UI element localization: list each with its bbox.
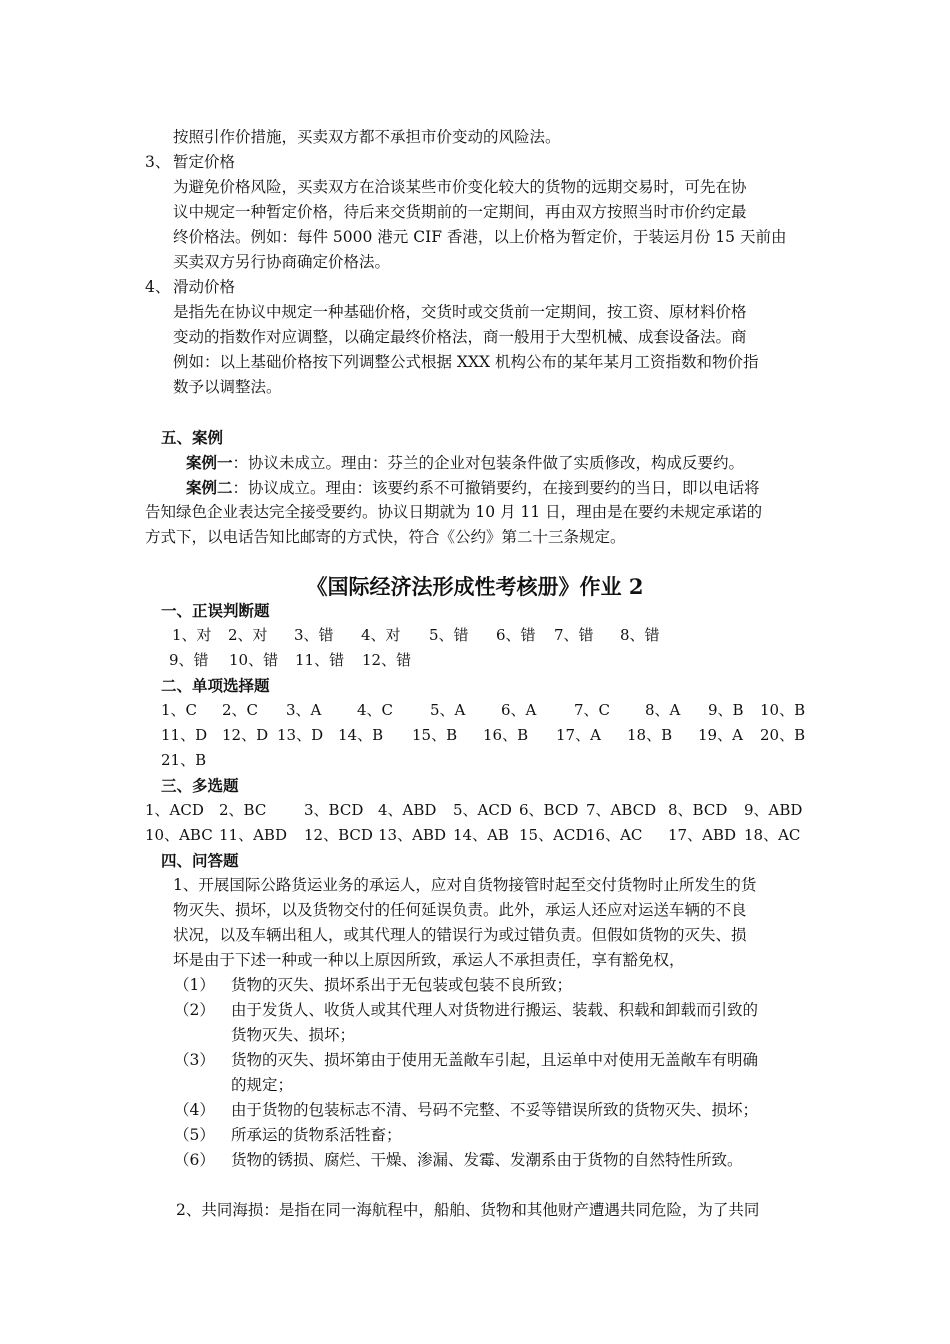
paragraph-line: 变动的指数作对应调整，以确定最终价格法，商一般用于大型机械、成套设备法。商 <box>173 328 747 346</box>
item-title: 暂定价格 <box>173 153 236 171</box>
answer-item: 21、B <box>161 751 207 769</box>
answer-item: 4、ABD <box>378 801 437 819</box>
answer-item: 3、BCD <box>304 801 364 819</box>
answer-item: 6、错 <box>496 626 536 644</box>
answer-item: 9、ABD <box>744 801 803 819</box>
answer-item: 11、D <box>161 726 208 744</box>
paragraph-line: 为避免价格风险，买卖双方在洽谈某些市价变化较大的货物的远期交易时，可先在协 <box>173 178 747 196</box>
answer-item: 16、B <box>483 726 529 744</box>
sub-item-number: （2） <box>174 1001 215 1019</box>
answer-item: 6、BCD <box>519 801 579 819</box>
paragraph-line: 是指先在协议中规定一种基础价格，交货时或交货前一定期间，按工资、原材料价格 <box>173 303 747 321</box>
answer-item: 12、D <box>222 726 269 744</box>
answer-item: 7、C <box>574 701 611 719</box>
answer-item: 2、C <box>222 701 259 719</box>
answer-item: 9、B <box>708 701 744 719</box>
item-number: 4、 <box>145 278 171 296</box>
sub-item-line: 所承运的货物系活牲畜； <box>231 1126 402 1144</box>
paragraph-line: 买卖双方另行协商确定价格法。 <box>173 253 391 271</box>
sub-item-line: 由于货物的包装标志不清、号码不完整、不妥等错误所致的货物灭失、损坏； <box>231 1101 759 1119</box>
answer-item: 9、错 <box>169 651 209 669</box>
answer-item: 10、B <box>760 701 806 719</box>
answer-item: 5、A <box>430 701 466 719</box>
answer-item: 10、错 <box>229 651 279 669</box>
answer-row <box>0 648 950 673</box>
section-heading-qa: 四、问答题 <box>161 851 239 870</box>
sub-item-number: （3） <box>174 1051 215 1069</box>
answer-item: 5、错 <box>429 626 469 644</box>
answer-item: 1、对 <box>172 626 212 644</box>
paragraph-line: 例如：以上基础价格按下列调整公式根据 XXX 机构公布的某年某月工资指数和物价指 <box>173 353 759 371</box>
answer-item: 11、错 <box>295 651 345 669</box>
sub-item-line: 货物的锈损、腐烂、干燥、渗漏、发霉、发潮系由于货物的自然特性所致。 <box>231 1151 743 1169</box>
answer-item: 5、ACD <box>453 801 512 819</box>
answer-item: 2、BC <box>219 801 267 819</box>
case-one-label: 案例一 <box>186 453 233 472</box>
answer-item: 18、AC <box>744 826 801 844</box>
case-two <box>186 475 760 501</box>
sub-item-line: 的规定； <box>231 1076 294 1094</box>
answer-item: 17、A <box>556 726 601 744</box>
section-heading-cases: 五、案例 <box>161 428 224 447</box>
paragraph-line: 终价格法。例如：每件 5000 港元 CIF 香港，以上价格为暂定价，于装运月份 15 天前由 <box>173 228 787 246</box>
paragraph-line: 坏是由于下述一种或一种以上原因所致，承运人不承担责任，享有豁免权， <box>173 951 685 969</box>
paragraph-line: 数予以调整法。 <box>173 378 282 396</box>
answer-item: 3、错 <box>294 626 334 644</box>
paragraph-line: 状况，以及车辆出租人，或其代理人的错误行为或过错负责。但假如货物的灭失、损 <box>173 926 747 944</box>
answer-item: 3、A <box>286 701 322 719</box>
section-heading-true-false: 一、正误判断题 <box>161 601 270 620</box>
answer-item: 8、错 <box>620 626 660 644</box>
document-title: 《国际经济法形成性考核册》作业 2 <box>306 574 644 599</box>
sub-item-line: 货物灭失、损坏； <box>231 1026 356 1044</box>
paragraph-line: 告知绿色企业表达完全接受要约。协议日期就为 10 月 11 日，理由是在要约未规定承诺的 <box>145 503 763 521</box>
answer-row <box>0 623 950 648</box>
answer-item: 12、BCD <box>304 826 373 844</box>
answer-item: 8、A <box>645 701 681 719</box>
answer-item: 13、ABD <box>378 826 446 844</box>
answer-item: 16、AC <box>586 826 643 844</box>
sub-item-line: 由于发货人、收货人或其代理人对货物进行搬运、装载、积载和卸载而引致的 <box>231 1001 759 1019</box>
paragraph-line: 2、共同海损：是指在同一海航程中，船舶、货物和其他财产遭遇共同危险，为了共同 <box>176 1201 760 1219</box>
answer-item: 2、对 <box>228 626 268 644</box>
answer-item: 15、B <box>412 726 458 744</box>
section-heading-single-choice: 二、单项选择题 <box>161 676 270 695</box>
sub-item-number: （5） <box>174 1126 215 1144</box>
sub-item-number: （1） <box>174 976 215 994</box>
sub-item-number: （6） <box>174 1151 215 1169</box>
answer-item: 13、D <box>277 726 324 744</box>
case-two-text: ：协议成立。理由：该要约系不可撤销要约，在接到要约的当日，即以电话将 <box>232 479 760 497</box>
answer-row <box>0 823 950 848</box>
sub-item-number: （4） <box>174 1101 215 1119</box>
answer-item: 6、A <box>501 701 537 719</box>
answer-item: 18、B <box>627 726 673 744</box>
answer-item: 8、BCD <box>668 801 728 819</box>
answer-item: 14、B <box>338 726 384 744</box>
answer-item: 17、ABD <box>668 826 736 844</box>
item-number: 3、 <box>145 153 171 171</box>
sub-item-line: 货物的灭失、损坏第由于使用无盖敞车引起，且运单中对使用无盖敞车有明确 <box>231 1051 759 1069</box>
answer-item: 12、错 <box>362 651 412 669</box>
answer-row <box>0 723 950 748</box>
answer-row <box>0 798 950 823</box>
paragraph-line: 物灭失、损坏，以及货物交付的任何延误负责。此外，承运人还应对运送车辆的不良 <box>173 901 747 919</box>
answer-item: 4、对 <box>361 626 401 644</box>
answer-item: 10、ABC <box>145 826 213 844</box>
paragraph-line: 1、开展国际公路货运业务的承运人，应对自货物接管时起至交付货物时止所发生的货 <box>173 876 757 894</box>
answer-item: 20、B <box>760 726 806 744</box>
answer-item: 7、ABCD <box>586 801 657 819</box>
answer-item: 7、错 <box>554 626 594 644</box>
paragraph-line: 按照引作价措施，买卖双方都不承担市价变动的风险法。 <box>173 128 561 146</box>
case-one <box>186 450 744 476</box>
answer-item: 1、C <box>161 701 198 719</box>
answer-item: 4、C <box>357 701 394 719</box>
case-one-text: ：协议未成立。理由：芬兰的企业对包装条件做了实质修改，构成反要约。 <box>232 454 745 472</box>
answer-item: 19、A <box>698 726 743 744</box>
answer-row <box>0 748 950 773</box>
paragraph-line: 议中规定一种暂定价格，待后来交货期前的一定期间，再由双方按照当时市价约定最 <box>173 203 747 221</box>
item-title: 滑动价格 <box>173 278 236 296</box>
paragraph-line: 方式下，以电话告知比邮寄的方式快，符合《公约》第二十三条规定。 <box>145 528 626 546</box>
answer-item: 14、AB <box>453 826 509 844</box>
answer-item: 1、ACD <box>145 801 204 819</box>
answer-item: 15、ACD <box>519 826 588 844</box>
answer-row <box>0 698 950 723</box>
case-two-label: 案例二 <box>186 478 233 497</box>
answer-item: 11、ABD <box>219 826 287 844</box>
section-heading-multiple-choice: 三、多选题 <box>161 776 239 795</box>
sub-item-line: 货物的灭失、损坏系出于无包装或包装不良所致； <box>231 976 573 994</box>
